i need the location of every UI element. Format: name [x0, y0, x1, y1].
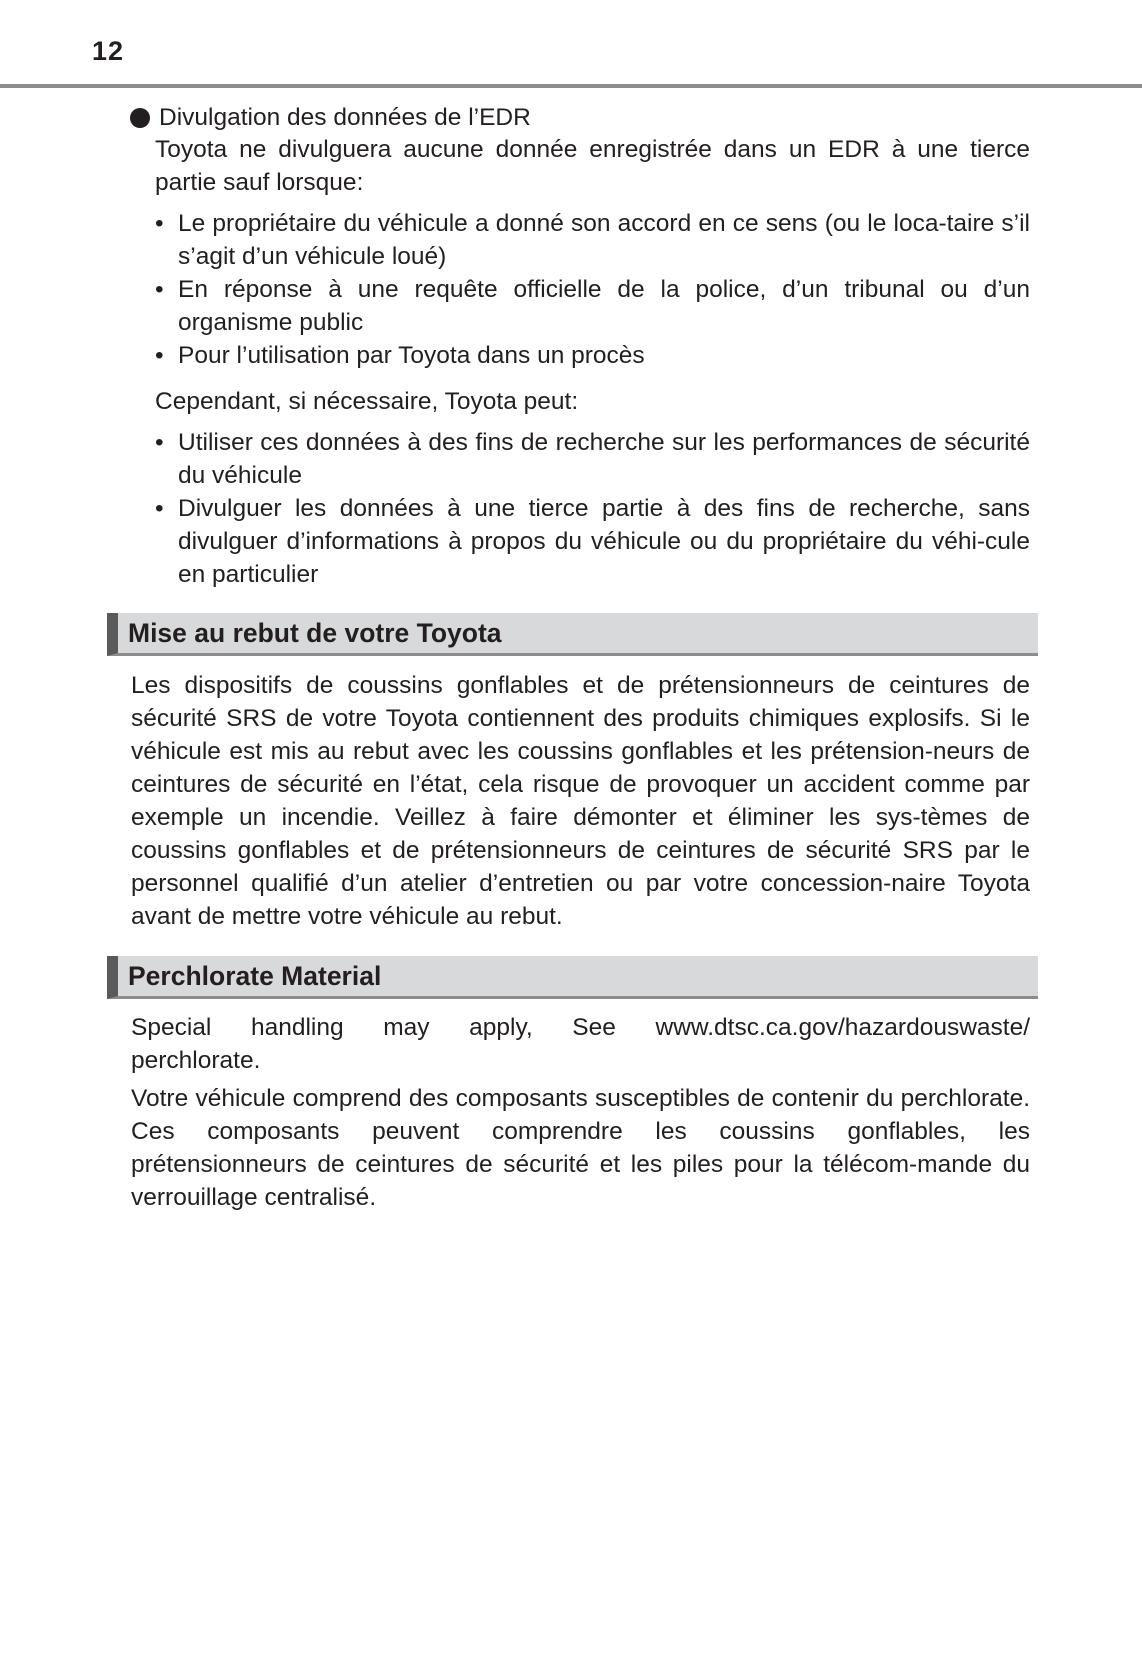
list-item: • Le propriétaire du véhicule a donné son accord en ce sens (ou le loca-taire s’il s’agit d’un véhicule loué) — [155, 207, 1030, 273]
perchlorate-notice-line: Special handling may apply, See www.dtsc.ca.gov/hazardouswaste/ — [131, 1014, 1030, 1041]
perchlorate-body: Votre véhicule comprend des composants susceptibles de contenir du perchlorate. Ces composants peuvent comprendre les coussins gonflables, les prétensionneurs de ceintures de sécurité et les piles pour la télécom-mande du verrouillage centralisé. — [131, 1085, 1030, 1211]
edr-permitted-uses-list — [155, 426, 1030, 591]
list-item: • Pour l’utilisation par Toyota dans un procès — [155, 339, 1030, 372]
list-item: • En réponse à une requête officielle de la police, d’un tribunal ou d’un organisme public — [155, 273, 1030, 339]
perchlorate-notice-line: perchlorate. — [131, 1047, 261, 1074]
edr-intro: Toyota ne divulguera aucune donnée enregistrée dans un EDR à une tierce partie sauf lorsque: — [155, 136, 1030, 196]
perchlorate-notice — [131, 1011, 1030, 1077]
section-title: Mise au rebut de votre Toyota — [128, 617, 502, 648]
edr-disclosure-heading — [130, 101, 531, 134]
section-header-disposal — [107, 613, 1038, 656]
disposal-body: Les dispositifs de coussins gonflables et de prétensionneurs de ceintures de sécurité SRS de votre Toyota contiennent des produits chimiques explosifs. Si le véhicule est mis au rebut avec les coussins gonflables et les prétension-neurs de ceintures de sécurité en l’état, cela risque de provoquer un accident comme par exemple un incendie. Veillez à faire démonter et éliminer les sys-tèmes de coussins gonflables et de prétensionneurs de ceintures de sécurité SRS par le personnel qualifié d’un atelier d’entretien ou par votre concession-naire Toyota avant de mettre votre véhicule au rebut. — [131, 672, 1030, 930]
edr-heading-text: Divulgation des données de l’EDR — [159, 104, 531, 131]
list-item: • Divulguer les données à une tierce partie à des fins de recherche, sans divulguer d’informations à propos du véhicule ou du propriétaire du véhi-cule en particulier — [155, 492, 1030, 591]
page-number: 12 — [92, 36, 125, 66]
section-header-perchlorate — [107, 956, 1038, 999]
header-rule — [0, 84, 1142, 88]
section-title: Perchlorate Material — [128, 960, 382, 991]
list-item: • Utiliser ces données à des fins de recherche sur les performances de sécurité du véhicule — [155, 426, 1030, 492]
edr-exceptions-list — [155, 207, 1030, 372]
edr-however: Cependant, si nécessaire, Toyota peut: — [155, 388, 579, 415]
bullet-dot-icon — [130, 108, 150, 128]
